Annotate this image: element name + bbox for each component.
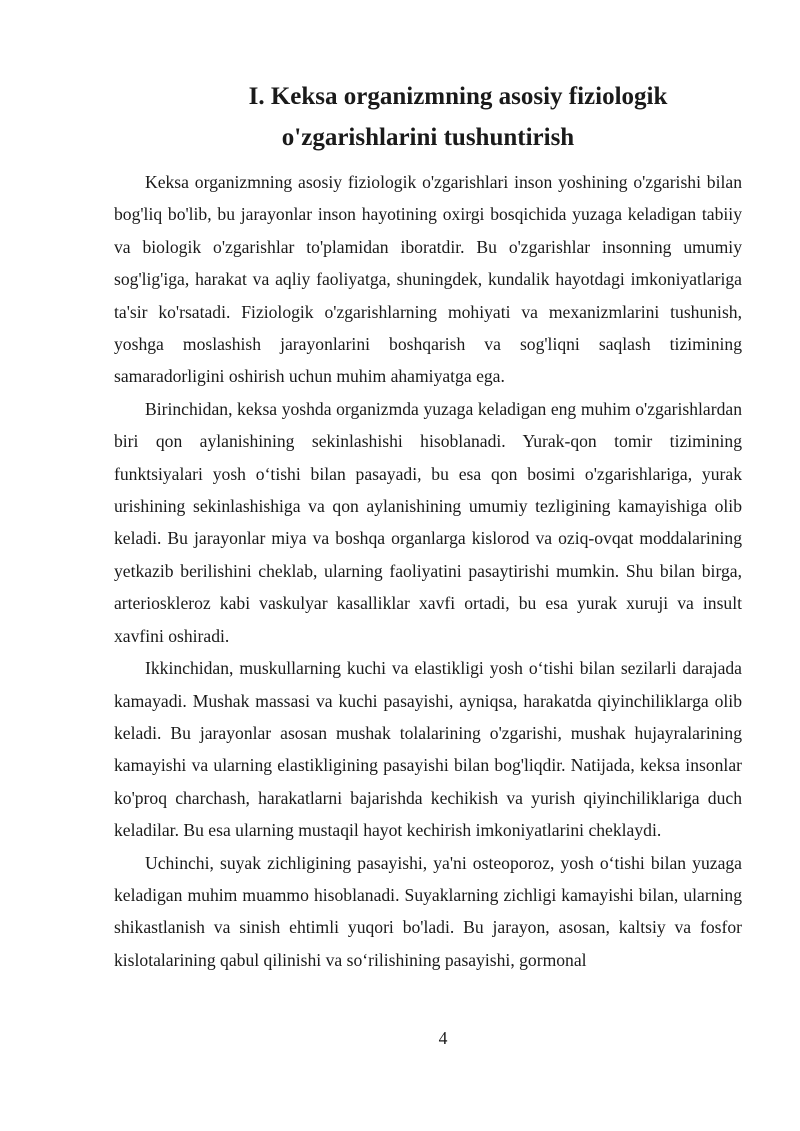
paragraph-intro: Keksa organizmning asosiy fiziologik o'zgarishlari inson yoshining o'zgarishi bilan bog'liq bo'lib, bu jarayonlar inson hayotining oxirgi bosqichida yuzaga keladigan tabiiy va biologik o'zgarishlar to'plamidan iboratdir. Bu o'zgarishlar insonning umumiy sog'lig'iga, harakat va aqliy faoliyatga, shuningdek, kundalik hayotdagi imkoniyatlariga ta'sir ko'rsatadi. Fiziologik o'zgarishlarning mohiyati va mexanizmlarini tushunish, yoshga moslashish jarayonlarini boshqarish va sog'liqni saqlash tizimining samaradorligini oshirish uchun muhim ahamiyatga ega. bbox=[114, 172, 742, 387]
paragraph-muscles: Ikkinchidan, muskullarning kuchi va elastikligi yosh o‘tishi bilan sezilarli darajada kamayadi. Mushak massasi va kuchi pasayishi, ayniqsa, harakatda qiyinchiliklarga olib keladi. Bu jarayonlar asosan mushak tolalarining o'zgarishi, mushak hujayralarining kamayishi va ularning elastikligining pasayishi bilan bog'liqdir. Natijada, keksa insonlar ko'proq charchash, harakatlarni bajarishda kechikish va yurish qiyinchiliklariga duch keladilar. Bu esa ularning mustaqil hayot kechirish imkoniyatlarini cheklaydi. bbox=[114, 658, 742, 841]
heading-line-1: I. Keksa organizmning asosiy fiziologik bbox=[248, 83, 668, 110]
paragraph-bones: Uchinchi, suyak zichligining pasayishi, ya'ni osteoporoz, yosh o‘tishi bilan yuzaga keladigan muhim muammo hisoblanadi. Suyaklarning zichligi kamayishi bilan, ularning shikastlanish va sinish ehtimli yuqori bo'ladi. Bu jarayon, asosan, kaltsiy va fosfor kislotalarining qabul qilinishi va so‘rilishining pasayishi, gormonal bbox=[114, 852, 742, 970]
paragraph-circulation: Birinchidan, keksa yoshda organizmda yuzaga keladigan eng muhim o'zgarishlardan biri qon aylanishining sekinlashishi hisoblanadi. Yurak-qon tomir tizimining funktsiyalari yosh o‘tishi bilan pasayadi, bu esa qon bosimi o'zgarishlariga, yurak urishining sekinlashishiga va qon aylanishining umumiy tezligining kamayishiga olib keladi. Bu jarayonlar miya va boshqa organlarga kislorod va oziq-ovqat moddalarining yetkazib berilishini cheklab, ularning faoliyatini pasaytirishi mumkin. Shu bilan birga, arterioskleroz kabi vaskulyar kasalliklar xavfi ortadi, bu esa yurak xuruji va insult xavfini oshiradi. bbox=[114, 398, 742, 646]
body-text bbox=[114, 166, 742, 976]
page-number: 4 bbox=[438, 1028, 448, 1048]
heading-line-2: o'zgarishlarini tushuntirish bbox=[281, 124, 575, 151]
section-heading bbox=[114, 76, 742, 158]
